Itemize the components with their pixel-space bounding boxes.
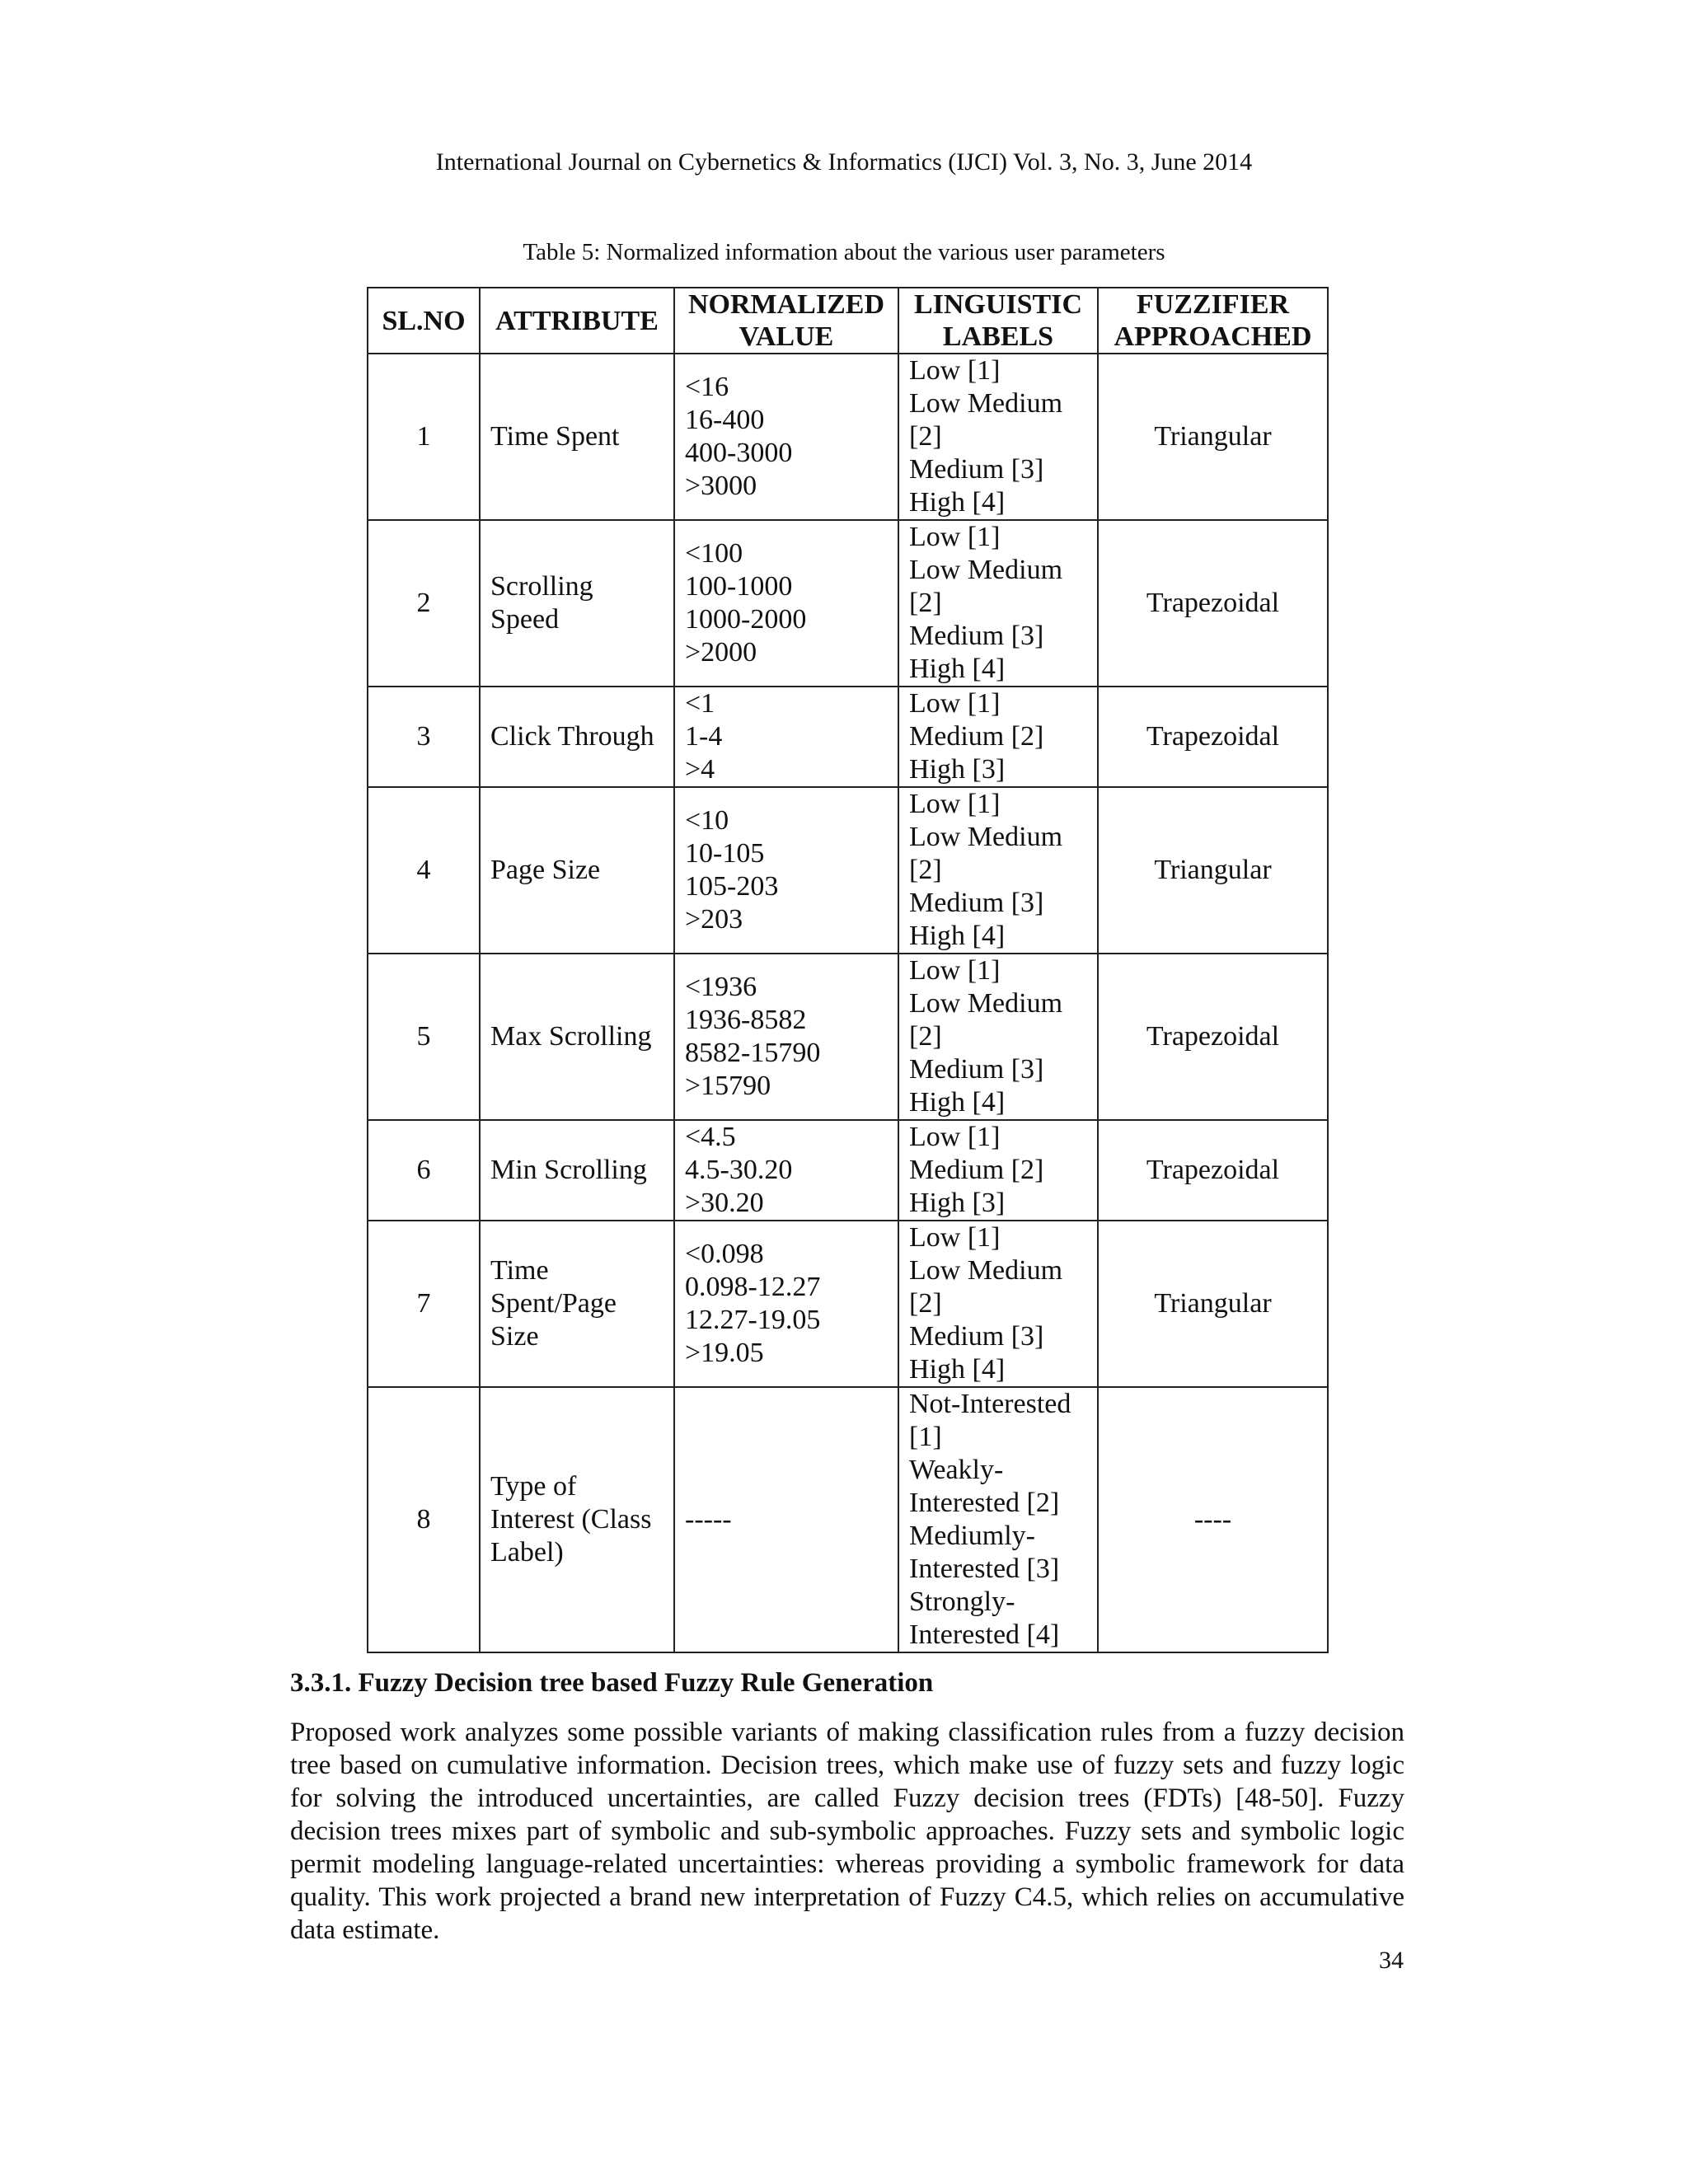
linguistic-labels-cell-line: Weakly- bbox=[909, 1455, 1004, 1485]
section-paragraph: Proposed work analyzes some possible variants of making classification rules from a fuzzy decision tree based on cumulative information. Decision trees, which make use of fuzzy sets and fuzzy logic for solving the introduced uncertainties, are called Fuzzy decision trees (FDTs) [48-50]. Fuzzy decision trees mixes part of symbolic and sub-symbolic approaches. Fuzzy sets and symbolic logic permit modeling language-related uncertainties: whereas providing a symbolic framework for data quality. This work projected a brand new interpretation of Fuzzy C4.5, which relies on accumulative data estimate. bbox=[290, 1718, 1404, 1945]
linguistic-labels-cell bbox=[898, 354, 1098, 520]
linguistic-labels-cell-line: Low Medium bbox=[909, 388, 1063, 419]
linguistic-labels-cell-line: [2] bbox=[909, 855, 942, 885]
linguistic-labels-cell-line: Strongly- bbox=[909, 1586, 1015, 1617]
column-header-line: LABELS bbox=[942, 321, 1054, 352]
serial-number-cell: 8 bbox=[368, 1387, 480, 1652]
normalized-value-cell bbox=[674, 687, 898, 787]
table-row bbox=[368, 1221, 1328, 1387]
normalized-value-cell bbox=[674, 787, 898, 954]
normalized-value-cell-line: 0.098-12.27 bbox=[685, 1272, 821, 1302]
linguistic-labels-cell-line: Medium [3] bbox=[909, 888, 1044, 918]
column-header bbox=[368, 288, 480, 354]
normalized-value-cell-line: 12.27-19.05 bbox=[685, 1305, 821, 1335]
serial-number-cell: 6 bbox=[368, 1120, 480, 1221]
linguistic-labels-cell-line: Medium [2] bbox=[909, 1155, 1044, 1185]
normalized-value-cell-line: 1-4 bbox=[685, 721, 723, 752]
attribute-cell-line: Time Spent bbox=[490, 421, 620, 452]
table-row bbox=[368, 354, 1328, 520]
running-header: International Journal on Cybernetics & Informatics (IJCI) Vol. 3, No. 3, June 2014 bbox=[435, 148, 1253, 176]
table-body bbox=[368, 354, 1328, 1652]
normalized-value-cell bbox=[674, 520, 898, 687]
attribute-cell-line: Max Scrolling bbox=[490, 1021, 652, 1052]
column-header bbox=[898, 288, 1098, 354]
attribute-cell-line: Spent/Page bbox=[490, 1288, 617, 1319]
linguistic-labels-cell-line: Low [1] bbox=[909, 522, 1001, 552]
attribute-cell-line: Page Size bbox=[490, 855, 601, 885]
normalized-value-cell-line: 100-1000 bbox=[685, 571, 793, 602]
attribute-cell bbox=[480, 1387, 674, 1652]
normalized-value-cell-line: >15790 bbox=[685, 1071, 771, 1101]
linguistic-labels-cell-line: Medium [3] bbox=[909, 621, 1044, 651]
linguistic-labels-cell-line: High [4] bbox=[909, 487, 1006, 518]
linguistic-labels-cell-line: Medium [3] bbox=[909, 1321, 1044, 1352]
table-row bbox=[368, 1387, 1328, 1652]
normalized-value-cell-line: <0.098 bbox=[685, 1239, 764, 1269]
fuzzifier-cell: Triangular bbox=[1098, 354, 1328, 520]
normalized-value-cell-line: 105-203 bbox=[685, 871, 779, 902]
attribute-cell-line: Min Scrolling bbox=[490, 1155, 647, 1185]
linguistic-labels-cell-line: Interested [2] bbox=[909, 1488, 1060, 1518]
linguistic-labels-cell-line: Medium [3] bbox=[909, 1054, 1044, 1085]
attribute-cell bbox=[480, 1221, 674, 1387]
linguistic-labels-cell-line: Mediumly- bbox=[909, 1521, 1035, 1551]
parameters-table bbox=[367, 287, 1329, 1653]
attribute-cell-line: Scrolling bbox=[490, 571, 593, 602]
normalized-value-cell-line: 10-105 bbox=[685, 838, 765, 869]
linguistic-labels-cell bbox=[898, 1221, 1098, 1387]
normalized-value-cell-line: >2000 bbox=[685, 637, 757, 668]
normalized-value-cell bbox=[674, 1120, 898, 1221]
attribute-cell bbox=[480, 954, 674, 1120]
linguistic-labels-cell-line: Interested [4] bbox=[909, 1619, 1060, 1650]
normalized-value-cell-line: <100 bbox=[685, 538, 743, 569]
serial-number-cell: 4 bbox=[368, 787, 480, 954]
linguistic-labels-cell-line: Low [1] bbox=[909, 955, 1001, 986]
column-header-line: APPROACHED bbox=[1114, 321, 1312, 352]
normalized-value-cell-line: 4.5-30.20 bbox=[685, 1155, 793, 1185]
linguistic-labels-cell-line: Low Medium bbox=[909, 988, 1063, 1019]
normalized-value-cell bbox=[674, 354, 898, 520]
column-header-line: ATTRIBUTE bbox=[495, 305, 659, 336]
column-header bbox=[480, 288, 674, 354]
fuzzifier-cell: Trapezoidal bbox=[1098, 520, 1328, 687]
attribute-cell bbox=[480, 787, 674, 954]
column-header-line: VALUE bbox=[738, 321, 834, 352]
column-header-line: FUZZIFIER bbox=[1136, 289, 1290, 320]
attribute-cell-line: Label) bbox=[490, 1537, 564, 1568]
column-header-line: SL.NO bbox=[382, 305, 466, 336]
fuzzifier-cell: Triangular bbox=[1098, 1221, 1328, 1387]
linguistic-labels-cell bbox=[898, 687, 1098, 787]
normalized-value-cell-line: <10 bbox=[685, 805, 729, 836]
serial-number-cell: 5 bbox=[368, 954, 480, 1120]
fuzzifier-cell: ---- bbox=[1098, 1387, 1328, 1652]
fuzzifier-cell: Trapezoidal bbox=[1098, 687, 1328, 787]
table-row bbox=[368, 1120, 1328, 1221]
normalized-value-cell-line: >19.05 bbox=[685, 1338, 764, 1368]
linguistic-labels-cell-line: Low Medium bbox=[909, 822, 1063, 852]
normalized-value-cell bbox=[674, 954, 898, 1120]
table-row bbox=[368, 954, 1328, 1120]
page-number: 34 bbox=[1379, 1947, 1404, 1974]
attribute-cell-line: Time bbox=[490, 1255, 549, 1286]
attribute-cell bbox=[480, 354, 674, 520]
linguistic-labels-cell-line: [1] bbox=[909, 1422, 942, 1452]
linguistic-labels-cell-line: Low Medium bbox=[909, 555, 1063, 585]
linguistic-labels-cell bbox=[898, 787, 1098, 954]
linguistic-labels-cell-line: [2] bbox=[909, 421, 942, 452]
linguistic-labels-cell-line: Low [1] bbox=[909, 1222, 1001, 1253]
linguistic-labels-cell-line: Not-Interested bbox=[909, 1389, 1071, 1419]
normalized-value-cell-line: 8582-15790 bbox=[685, 1038, 821, 1068]
linguistic-labels-cell-line: Low [1] bbox=[909, 1122, 1001, 1152]
linguistic-labels-cell-line: Low [1] bbox=[909, 789, 1001, 819]
linguistic-labels-cell-line: Low [1] bbox=[909, 355, 1001, 386]
linguistic-labels-cell bbox=[898, 520, 1098, 687]
attribute-cell-line: Type of bbox=[490, 1471, 577, 1502]
table-header-row bbox=[368, 288, 1328, 354]
normalized-value-cell-line: 1936-8582 bbox=[685, 1005, 807, 1035]
fuzzifier-cell: Triangular bbox=[1098, 787, 1328, 954]
normalized-value-cell-line: <1 bbox=[685, 688, 715, 719]
attribute-cell-line: Interest (Class bbox=[490, 1504, 652, 1535]
linguistic-labels-cell-line: Low Medium bbox=[909, 1255, 1063, 1286]
column-header bbox=[674, 288, 898, 354]
normalized-value-cell-line: >3000 bbox=[685, 471, 757, 501]
linguistic-labels-cell-line: High [4] bbox=[909, 1354, 1006, 1385]
serial-number-cell: 2 bbox=[368, 520, 480, 687]
attribute-cell bbox=[480, 520, 674, 687]
normalized-value-cell-line: >30.20 bbox=[685, 1188, 764, 1218]
linguistic-labels-cell-line: High [4] bbox=[909, 1087, 1006, 1118]
normalized-value-cell-line: <1936 bbox=[685, 972, 757, 1002]
normalized-value-cell-line: 1000-2000 bbox=[685, 604, 807, 635]
linguistic-labels-cell-line: High [3] bbox=[909, 754, 1006, 785]
fuzzifier-cell: Trapezoidal bbox=[1098, 954, 1328, 1120]
linguistic-labels-cell-line: [2] bbox=[909, 1021, 942, 1052]
linguistic-labels-cell-line: Interested [3] bbox=[909, 1554, 1060, 1584]
linguistic-labels-cell-line: [2] bbox=[909, 588, 942, 618]
attribute-cell bbox=[480, 1120, 674, 1221]
linguistic-labels-cell bbox=[898, 954, 1098, 1120]
column-header bbox=[1098, 288, 1328, 354]
table-row bbox=[368, 787, 1328, 954]
normalized-value-cell bbox=[674, 1221, 898, 1387]
serial-number-cell: 7 bbox=[368, 1221, 480, 1387]
attribute-cell-line: Click Through bbox=[490, 721, 654, 752]
column-header-line: NORMALIZED bbox=[687, 289, 885, 320]
attribute-cell bbox=[480, 687, 674, 787]
linguistic-labels-cell-line: High [4] bbox=[909, 654, 1006, 684]
linguistic-labels-cell bbox=[898, 1387, 1098, 1652]
normalized-value-cell-line: 400-3000 bbox=[685, 438, 793, 468]
normalized-value-cell-line: >4 bbox=[685, 754, 715, 785]
linguistic-labels-cell-line: High [3] bbox=[909, 1188, 1006, 1218]
linguistic-labels-cell-line: Medium [2] bbox=[909, 721, 1044, 752]
linguistic-labels-cell-line: Medium [3] bbox=[909, 454, 1044, 485]
normalized-value-cell-line: >203 bbox=[685, 904, 743, 935]
normalized-value-cell-line: <16 bbox=[685, 372, 729, 402]
linguistic-labels-cell bbox=[898, 1120, 1098, 1221]
normalized-value-cell-line: <4.5 bbox=[685, 1122, 736, 1152]
linguistic-labels-cell-line: [2] bbox=[909, 1288, 942, 1319]
normalized-value-cell bbox=[674, 1387, 898, 1652]
attribute-cell-line: Speed bbox=[490, 604, 560, 635]
serial-number-cell: 1 bbox=[368, 354, 480, 520]
table-row bbox=[368, 687, 1328, 787]
normalized-value-cell-line: 16-400 bbox=[685, 405, 765, 435]
serial-number-cell: 3 bbox=[368, 687, 480, 787]
normalized-value-cell-line: ----- bbox=[685, 1504, 732, 1535]
table-row bbox=[368, 520, 1328, 687]
section-heading: 3.3.1. Fuzzy Decision tree based Fuzzy Rule Generation bbox=[290, 1668, 934, 1698]
linguistic-labels-cell-line: Low [1] bbox=[909, 688, 1001, 719]
table-caption: Table 5: Normalized information about the various user parameters bbox=[523, 239, 1165, 265]
column-header-line: LINGUISTIC bbox=[913, 289, 1083, 320]
linguistic-labels-cell-line: High [4] bbox=[909, 921, 1006, 951]
attribute-cell-line: Size bbox=[490, 1321, 539, 1352]
fuzzifier-cell: Trapezoidal bbox=[1098, 1120, 1328, 1221]
